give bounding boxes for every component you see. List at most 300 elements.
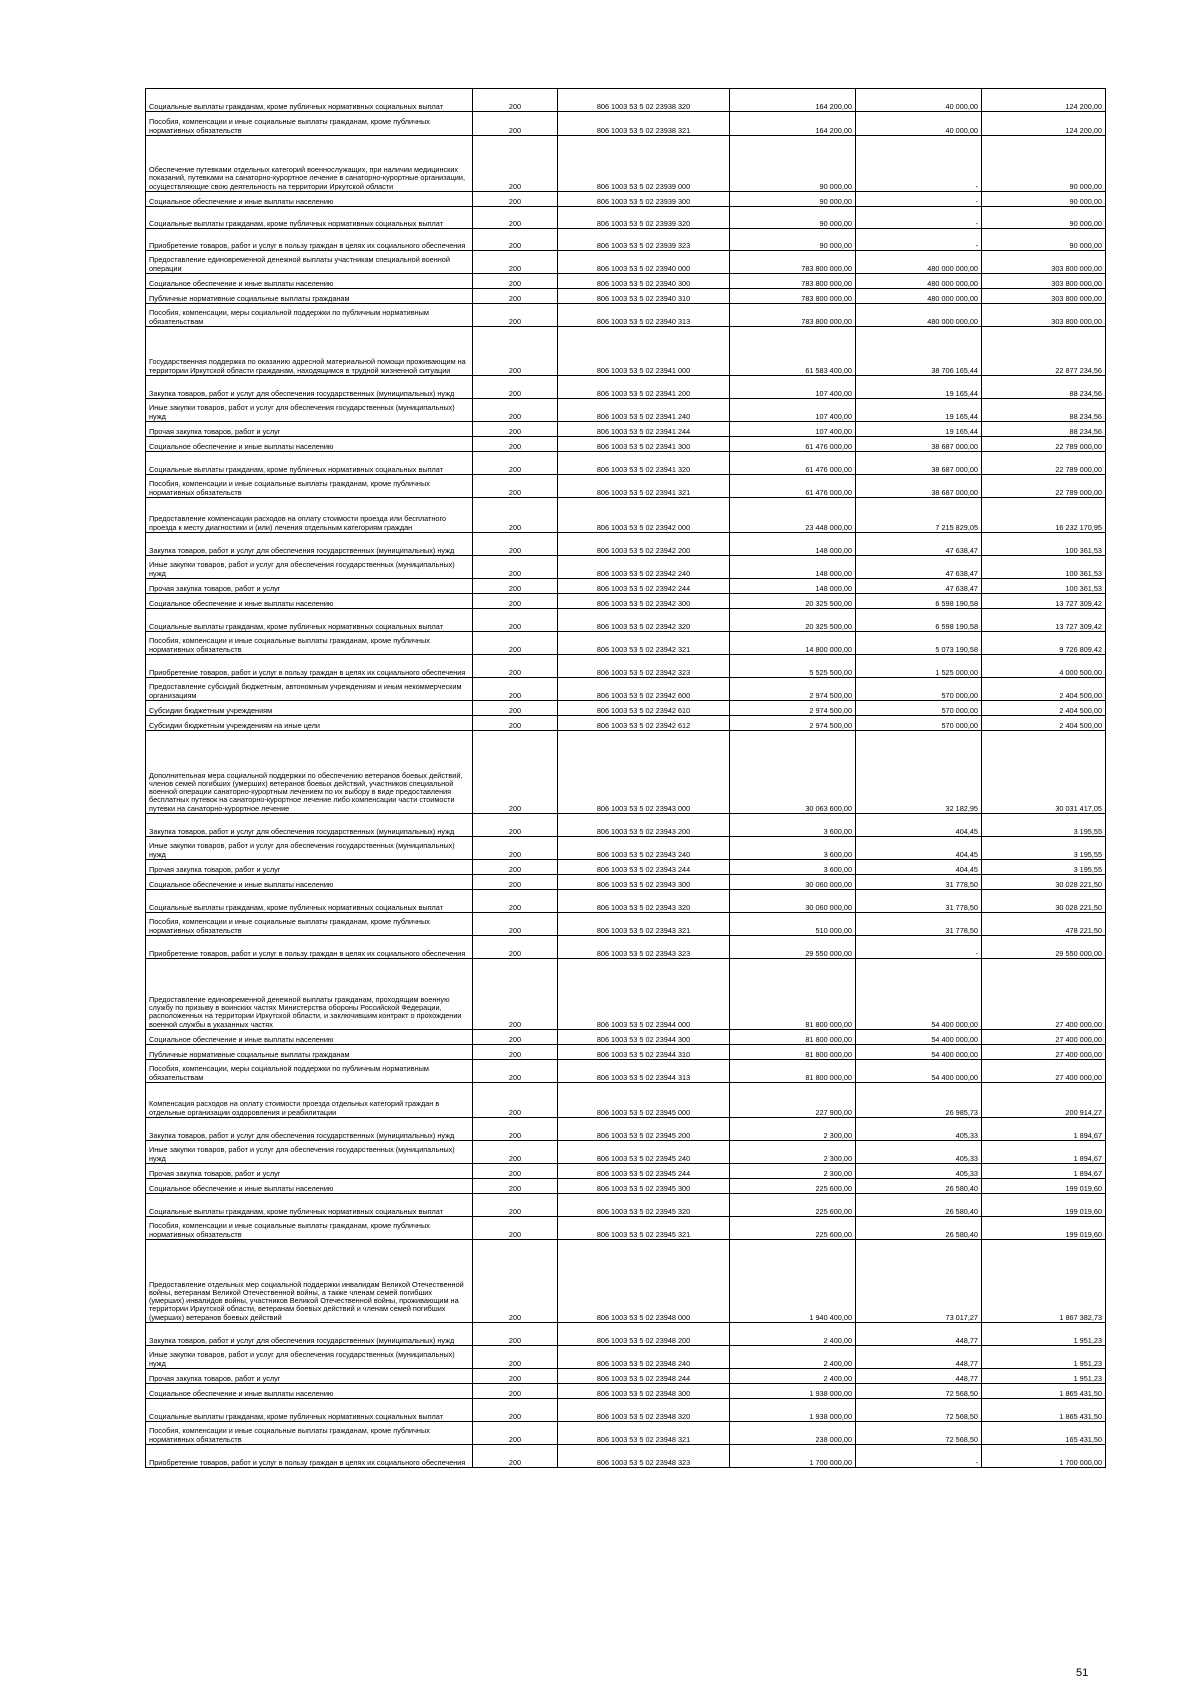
row-kbk: 806 1003 53 5 02 23948 300 — [558, 1384, 730, 1399]
row-kbk: 806 1003 53 5 02 23940 313 — [558, 304, 730, 327]
row-executed: 1 525 000,00 — [856, 655, 982, 678]
row-name: Приобретение товаров, работ и услуг в пользу граждан в целях их социального обеспечения — [146, 936, 473, 959]
row-kbk: 806 1003 53 5 02 23939 320 — [558, 207, 730, 229]
row-executed: 26 580,40 — [856, 1179, 982, 1194]
row-kbk: 806 1003 53 5 02 23948 000 — [558, 1240, 730, 1323]
table-row — [146, 1422, 1106, 1445]
row-code: 200 — [473, 632, 558, 655]
row-approved: 90 000,00 — [730, 136, 856, 192]
row-kbk: 806 1003 53 5 02 23948 320 — [558, 1399, 730, 1422]
table-row — [146, 1060, 1106, 1083]
row-remaining: 22 789 000,00 — [982, 452, 1106, 475]
table-row — [146, 1240, 1106, 1323]
row-kbk: 806 1003 53 5 02 23943 244 — [558, 860, 730, 875]
table-row — [146, 289, 1106, 304]
row-approved: 81 800 000,00 — [730, 959, 856, 1030]
row-name: Социальное обеспечение и иные выплаты населению — [146, 594, 473, 609]
row-kbk: 806 1003 53 5 02 23943 200 — [558, 814, 730, 837]
row-remaining: 27 400 000,00 — [982, 1045, 1106, 1060]
table-row — [146, 1217, 1106, 1240]
row-executed: 31 778,50 — [856, 875, 982, 890]
row-code: 200 — [473, 1323, 558, 1346]
table-row — [146, 1384, 1106, 1399]
row-approved: 81 800 000,00 — [730, 1030, 856, 1045]
row-code: 200 — [473, 860, 558, 875]
row-executed: 31 778,50 — [856, 890, 982, 913]
row-kbk: 806 1003 53 5 02 23942 200 — [558, 533, 730, 556]
row-approved: 81 800 000,00 — [730, 1060, 856, 1083]
row-approved: 2 400,00 — [730, 1346, 856, 1369]
table-row — [146, 860, 1106, 875]
row-remaining: 27 400 000,00 — [982, 1060, 1106, 1083]
table-row — [146, 1030, 1106, 1045]
row-remaining: 1 865 431,50 — [982, 1384, 1106, 1399]
table-row — [146, 1141, 1106, 1164]
row-kbk: 806 1003 53 5 02 23942 610 — [558, 701, 730, 716]
table-row — [146, 1445, 1106, 1468]
row-kbk: 806 1003 53 5 02 23942 300 — [558, 594, 730, 609]
row-code: 200 — [473, 837, 558, 860]
row-executed: 480 000 000,00 — [856, 251, 982, 274]
row-executed: 38 687 000,00 — [856, 475, 982, 498]
row-approved: 61 583 400,00 — [730, 327, 856, 376]
row-approved: 107 400,00 — [730, 399, 856, 422]
row-code: 200 — [473, 1422, 558, 1445]
table-row — [146, 452, 1106, 475]
row-kbk: 806 1003 53 5 02 23942 320 — [558, 609, 730, 632]
table-row — [146, 556, 1106, 579]
table-row — [146, 716, 1106, 731]
row-kbk: 806 1003 53 5 02 23941 244 — [558, 422, 730, 437]
row-remaining: 22 789 000,00 — [982, 475, 1106, 498]
row-name: Пособия, компенсации и иные социальные выплаты гражданам, кроме публичных нормативных обязательств — [146, 475, 473, 498]
table-row — [146, 376, 1106, 399]
row-code: 200 — [473, 701, 558, 716]
row-remaining: 1 951,23 — [982, 1323, 1106, 1346]
row-executed: 26 985,73 — [856, 1083, 982, 1118]
page-number: 51 — [1076, 1667, 1089, 1679]
row-executed: 404,45 — [856, 837, 982, 860]
row-name: Прочая закупка товаров, работ и услуг — [146, 1369, 473, 1384]
row-remaining: 303 800 000,00 — [982, 304, 1106, 327]
row-kbk: 806 1003 53 5 02 23948 323 — [558, 1445, 730, 1468]
row-approved: 90 000,00 — [730, 192, 856, 207]
table-row — [146, 913, 1106, 936]
row-approved: 164 200,00 — [730, 89, 856, 112]
row-remaining: 1 951,23 — [982, 1369, 1106, 1384]
row-remaining: 303 800 000,00 — [982, 289, 1106, 304]
row-approved: 783 800 000,00 — [730, 304, 856, 327]
row-remaining: 9 726 809,42 — [982, 632, 1106, 655]
row-remaining: 88 234,56 — [982, 422, 1106, 437]
row-executed: 405,33 — [856, 1141, 982, 1164]
row-approved: 2 974 500,00 — [730, 678, 856, 701]
row-name: Закупка товаров, работ и услуг для обеспечения государственных (муниципальных) нужд — [146, 376, 473, 399]
row-code: 200 — [473, 1141, 558, 1164]
row-name: Приобретение товаров, работ и услуг в пользу граждан в целях их социального обеспечения — [146, 655, 473, 678]
row-name: Социальные выплаты гражданам, кроме публичных нормативных социальных выплат — [146, 890, 473, 913]
table-row — [146, 327, 1106, 376]
row-executed: - — [856, 136, 982, 192]
row-approved: 61 476 000,00 — [730, 452, 856, 475]
row-name: Пособия, компенсации, меры социальной поддержки по публичным нормативным обязательствам — [146, 304, 473, 327]
row-code: 200 — [473, 304, 558, 327]
table-row — [146, 594, 1106, 609]
row-approved: 3 600,00 — [730, 814, 856, 837]
row-approved: 14 800 000,00 — [730, 632, 856, 655]
row-executed: 38 706 165,44 — [856, 327, 982, 376]
row-name: Публичные нормативные социальные выплаты гражданам — [146, 1045, 473, 1060]
row-kbk: 806 1003 53 5 02 23939 323 — [558, 229, 730, 251]
row-remaining: 1 951,23 — [982, 1346, 1106, 1369]
row-approved: 3 600,00 — [730, 860, 856, 875]
row-executed: - — [856, 1445, 982, 1468]
row-approved: 23 448 000,00 — [730, 498, 856, 533]
table-row — [146, 229, 1106, 251]
row-code: 200 — [473, 1240, 558, 1323]
row-executed: 5 073 190,58 — [856, 632, 982, 655]
row-code: 200 — [473, 1045, 558, 1060]
row-kbk: 806 1003 53 5 02 23942 321 — [558, 632, 730, 655]
row-kbk: 806 1003 53 5 02 23940 310 — [558, 289, 730, 304]
row-approved: 783 800 000,00 — [730, 274, 856, 289]
row-remaining: 2 404 500,00 — [982, 701, 1106, 716]
row-executed: 405,33 — [856, 1118, 982, 1141]
row-approved: 2 300,00 — [730, 1141, 856, 1164]
row-code: 200 — [473, 1217, 558, 1240]
row-executed: 404,45 — [856, 814, 982, 837]
row-name: Социальное обеспечение и иные выплаты населению — [146, 875, 473, 890]
row-kbk: 806 1003 53 5 02 23944 000 — [558, 959, 730, 1030]
row-code: 200 — [473, 229, 558, 251]
row-executed: 31 778,50 — [856, 913, 982, 936]
row-remaining: 16 232 170,95 — [982, 498, 1106, 533]
row-approved: 2 974 500,00 — [730, 716, 856, 731]
row-remaining: 22 789 000,00 — [982, 437, 1106, 452]
row-approved: 20 325 500,00 — [730, 609, 856, 632]
row-code: 200 — [473, 1179, 558, 1194]
row-remaining: 1 894,67 — [982, 1118, 1106, 1141]
row-executed: 404,45 — [856, 860, 982, 875]
row-approved: 2 300,00 — [730, 1118, 856, 1141]
row-kbk: 806 1003 53 5 02 23940 000 — [558, 251, 730, 274]
row-executed: 47 638,47 — [856, 579, 982, 594]
row-code: 200 — [473, 89, 558, 112]
row-code: 200 — [473, 1399, 558, 1422]
row-executed: - — [856, 192, 982, 207]
row-name: Субсидии бюджетным учреждениям — [146, 701, 473, 716]
row-executed: 54 400 000,00 — [856, 959, 982, 1030]
table-row — [146, 609, 1106, 632]
row-approved: 2 400,00 — [730, 1369, 856, 1384]
row-approved: 90 000,00 — [730, 229, 856, 251]
row-approved: 225 600,00 — [730, 1179, 856, 1194]
row-approved: 2 974 500,00 — [730, 701, 856, 716]
row-code: 200 — [473, 327, 558, 376]
row-kbk: 806 1003 53 5 02 23944 300 — [558, 1030, 730, 1045]
row-approved: 1 700 000,00 — [730, 1445, 856, 1468]
row-executed: 72 568,50 — [856, 1384, 982, 1399]
table-row — [146, 678, 1106, 701]
table-row — [146, 936, 1106, 959]
row-name: Закупка товаров, работ и услуг для обеспечения государственных (муниципальных) нужд — [146, 533, 473, 556]
table-row — [146, 890, 1106, 913]
row-executed: 40 000,00 — [856, 89, 982, 112]
row-code: 200 — [473, 716, 558, 731]
row-remaining: 100 361,53 — [982, 579, 1106, 594]
row-name: Компенсация расходов на оплату стоимости проезда отдельных категорий граждан в отдельные организации оздоровления и реабилитации — [146, 1083, 473, 1118]
row-executed: 40 000,00 — [856, 112, 982, 136]
row-name: Предоставление компенсации расходов на оплату стоимости проезда или бесплатного проезда к месту диагностики и (или) лечения отдельным категориям граждан — [146, 498, 473, 533]
row-executed: 72 568,50 — [856, 1422, 982, 1445]
row-remaining: 199 019,60 — [982, 1217, 1106, 1240]
row-code: 200 — [473, 1445, 558, 1468]
row-executed: 6 598 190,58 — [856, 594, 982, 609]
row-remaining: 199 019,60 — [982, 1179, 1106, 1194]
row-remaining: 30 028 221,50 — [982, 890, 1106, 913]
table-row — [146, 1179, 1106, 1194]
table-row — [146, 1346, 1106, 1369]
row-approved: 225 600,00 — [730, 1194, 856, 1217]
row-remaining: 3 195,55 — [982, 837, 1106, 860]
table-row — [146, 837, 1106, 860]
row-name: Закупка товаров, работ и услуг для обеспечения государственных (муниципальных) нужд — [146, 1323, 473, 1346]
row-executed: - — [856, 936, 982, 959]
row-code: 200 — [473, 875, 558, 890]
row-code: 200 — [473, 452, 558, 475]
row-code: 200 — [473, 959, 558, 1030]
row-kbk: 806 1003 53 5 02 23939 000 — [558, 136, 730, 192]
row-code: 200 — [473, 1164, 558, 1179]
row-remaining: 4 000 500,00 — [982, 655, 1106, 678]
table-row — [146, 89, 1106, 112]
row-approved: 30 060 000,00 — [730, 890, 856, 913]
row-remaining: 2 404 500,00 — [982, 716, 1106, 731]
row-kbk: 806 1003 53 5 02 23945 320 — [558, 1194, 730, 1217]
row-approved: 90 000,00 — [730, 207, 856, 229]
row-code: 200 — [473, 814, 558, 837]
row-remaining: 100 361,53 — [982, 556, 1106, 579]
table-row — [146, 814, 1106, 837]
row-code: 200 — [473, 1369, 558, 1384]
row-code: 200 — [473, 1030, 558, 1045]
row-remaining: 124 200,00 — [982, 89, 1106, 112]
table-row — [146, 1399, 1106, 1422]
row-kbk: 806 1003 53 5 02 23948 321 — [558, 1422, 730, 1445]
row-name: Пособия, компенсации и иные социальные выплаты гражданам, кроме публичных нормативных обязательств — [146, 1422, 473, 1445]
row-code: 200 — [473, 1346, 558, 1369]
row-kbk: 806 1003 53 5 02 23941 200 — [558, 376, 730, 399]
row-approved: 148 000,00 — [730, 579, 856, 594]
row-kbk: 806 1003 53 5 02 23945 000 — [558, 1083, 730, 1118]
table-row — [146, 579, 1106, 594]
row-kbk: 806 1003 53 5 02 23945 321 — [558, 1217, 730, 1240]
row-approved: 225 600,00 — [730, 1217, 856, 1240]
table-row — [146, 1083, 1106, 1118]
row-kbk: 806 1003 53 5 02 23942 000 — [558, 498, 730, 533]
row-remaining: 27 400 000,00 — [982, 959, 1106, 1030]
row-remaining: 165 431,50 — [982, 1422, 1106, 1445]
row-executed: 6 598 190,58 — [856, 609, 982, 632]
row-executed: 570 000,00 — [856, 678, 982, 701]
row-executed: 73 017,27 — [856, 1240, 982, 1323]
row-code: 200 — [473, 136, 558, 192]
row-code: 200 — [473, 1118, 558, 1141]
row-remaining: 13 727 309,42 — [982, 609, 1106, 632]
row-code: 200 — [473, 890, 558, 913]
row-remaining: 200 914,27 — [982, 1083, 1106, 1118]
row-name: Государственная поддержка по оказанию адресной материальной помощи проживающим на территории Иркутской области гражданам, находящимся в трудной жизненной ситуации — [146, 327, 473, 376]
row-remaining: 1 865 431,50 — [982, 1399, 1106, 1422]
table-row — [146, 399, 1106, 422]
table-row — [146, 1164, 1106, 1179]
row-code: 200 — [473, 533, 558, 556]
row-remaining: 90 000,00 — [982, 136, 1106, 192]
row-name: Иные закупки товаров, работ и услуг для обеспечения государственных (муниципальных) нужд — [146, 399, 473, 422]
row-name: Обеспечение путевками отдельных категорий военнослужащих, при наличии медицинских показаний, путевками на санаторно-курортное лечение в санаторно-курортные организации, осуществляющие свою деятельность на территории Иркутской области — [146, 136, 473, 192]
row-name: Закупка товаров, работ и услуг для обеспечения государственных (муниципальных) нужд — [146, 1118, 473, 1141]
row-remaining: 13 727 309,42 — [982, 594, 1106, 609]
row-executed: 480 000 000,00 — [856, 304, 982, 327]
row-name: Иные закупки товаров, работ и услуг для обеспечения государственных (муниципальных) нужд — [146, 837, 473, 860]
table-row — [146, 875, 1106, 890]
row-name: Социальные выплаты гражданам, кроме публичных нормативных социальных выплат — [146, 452, 473, 475]
row-approved: 5 525 500,00 — [730, 655, 856, 678]
row-remaining: 478 221,50 — [982, 913, 1106, 936]
row-executed: 19 165,44 — [856, 422, 982, 437]
row-executed: 47 638,47 — [856, 556, 982, 579]
row-remaining: 90 000,00 — [982, 229, 1106, 251]
row-code: 200 — [473, 913, 558, 936]
row-code: 200 — [473, 498, 558, 533]
row-executed: 32 182,95 — [856, 731, 982, 814]
row-executed: 19 165,44 — [856, 399, 982, 422]
row-remaining: 27 400 000,00 — [982, 1030, 1106, 1045]
row-approved: 148 000,00 — [730, 556, 856, 579]
row-approved: 3 600,00 — [730, 837, 856, 860]
row-executed: - — [856, 207, 982, 229]
row-approved: 783 800 000,00 — [730, 251, 856, 274]
row-approved: 30 060 000,00 — [730, 875, 856, 890]
row-executed: 405,33 — [856, 1164, 982, 1179]
row-name: Социальное обеспечение и иные выплаты населению — [146, 192, 473, 207]
row-remaining: 2 404 500,00 — [982, 678, 1106, 701]
row-executed: 54 400 000,00 — [856, 1030, 982, 1045]
row-kbk: 806 1003 53 5 02 23944 313 — [558, 1060, 730, 1083]
row-remaining: 29 550 000,00 — [982, 936, 1106, 959]
row-executed: 570 000,00 — [856, 716, 982, 731]
table-row — [146, 533, 1106, 556]
row-executed: 26 580,40 — [856, 1194, 982, 1217]
row-kbk: 806 1003 53 5 02 23943 300 — [558, 875, 730, 890]
row-code: 200 — [473, 1194, 558, 1217]
row-name: Приобретение товаров, работ и услуг в пользу граждан в целях их социального обеспечения — [146, 229, 473, 251]
row-kbk: 806 1003 53 5 02 23942 600 — [558, 678, 730, 701]
row-kbk: 806 1003 53 5 02 23945 200 — [558, 1118, 730, 1141]
row-remaining: 3 195,55 — [982, 860, 1106, 875]
row-remaining: 1 700 000,00 — [982, 1445, 1106, 1468]
row-name: Социальные выплаты гражданам, кроме публичных нормативных социальных выплат — [146, 89, 473, 112]
row-remaining: 1 894,67 — [982, 1141, 1106, 1164]
row-kbk: 806 1003 53 5 02 23943 240 — [558, 837, 730, 860]
row-executed: 54 400 000,00 — [856, 1060, 982, 1083]
table-row — [146, 655, 1106, 678]
row-kbk: 806 1003 53 5 02 23938 321 — [558, 112, 730, 136]
row-remaining: 22 877 234,56 — [982, 327, 1106, 376]
row-code: 200 — [473, 475, 558, 498]
row-approved: 1 938 000,00 — [730, 1384, 856, 1399]
row-remaining: 1 867 382,73 — [982, 1240, 1106, 1323]
row-executed: 480 000 000,00 — [856, 289, 982, 304]
row-name: Социальные выплаты гражданам, кроме публичных нормативных социальных выплат — [146, 207, 473, 229]
row-kbk: 806 1003 53 5 02 23943 321 — [558, 913, 730, 936]
table-row — [146, 1045, 1106, 1060]
row-remaining: 100 361,53 — [982, 533, 1106, 556]
table-row — [146, 632, 1106, 655]
row-name: Социальное обеспечение и иные выплаты населению — [146, 1384, 473, 1399]
row-approved: 107 400,00 — [730, 376, 856, 399]
row-name: Приобретение товаров, работ и услуг в пользу граждан в целях их социального обеспечения — [146, 1445, 473, 1468]
row-name: Пособия, компенсации и иные социальные выплаты гражданам, кроме публичных нормативных обязательств — [146, 1217, 473, 1240]
row-kbk: 806 1003 53 5 02 23940 300 — [558, 274, 730, 289]
row-kbk: 806 1003 53 5 02 23942 240 — [558, 556, 730, 579]
row-approved: 81 800 000,00 — [730, 1045, 856, 1060]
row-kbk: 806 1003 53 5 02 23941 300 — [558, 437, 730, 452]
row-executed: 38 687 000,00 — [856, 437, 982, 452]
row-code: 200 — [473, 207, 558, 229]
row-code: 200 — [473, 274, 558, 289]
row-kbk: 806 1003 53 5 02 23941 321 — [558, 475, 730, 498]
row-kbk: 806 1003 53 5 02 23942 612 — [558, 716, 730, 731]
row-executed: 448,77 — [856, 1369, 982, 1384]
row-code: 200 — [473, 376, 558, 399]
row-code: 200 — [473, 1060, 558, 1083]
row-name: Предоставление единовременной денежной выплаты участникам специальной военной операции — [146, 251, 473, 274]
row-kbk: 806 1003 53 5 02 23942 323 — [558, 655, 730, 678]
row-name: Пособия, компенсации и иные социальные выплаты гражданам, кроме публичных нормативных обязательств — [146, 632, 473, 655]
row-remaining: 30 028 221,50 — [982, 875, 1106, 890]
row-name: Пособия, компенсации, меры социальной поддержки по публичным нормативным обязательствам — [146, 1060, 473, 1083]
row-name: Прочая закупка товаров, работ и услуг — [146, 422, 473, 437]
row-executed: 26 580,40 — [856, 1217, 982, 1240]
row-approved: 29 550 000,00 — [730, 936, 856, 959]
row-code: 200 — [473, 289, 558, 304]
table-row — [146, 1369, 1106, 1384]
row-kbk: 806 1003 53 5 02 23948 200 — [558, 1323, 730, 1346]
row-kbk: 806 1003 53 5 02 23941 240 — [558, 399, 730, 422]
row-approved: 30 063 600,00 — [730, 731, 856, 814]
table-row — [146, 1194, 1106, 1217]
row-code: 200 — [473, 399, 558, 422]
table-row — [146, 136, 1106, 192]
row-code: 200 — [473, 192, 558, 207]
row-executed: 480 000 000,00 — [856, 274, 982, 289]
row-approved: 164 200,00 — [730, 112, 856, 136]
row-remaining: 90 000,00 — [982, 207, 1106, 229]
row-executed: 448,77 — [856, 1323, 982, 1346]
row-code: 200 — [473, 437, 558, 452]
row-remaining: 88 234,56 — [982, 376, 1106, 399]
row-kbk: 806 1003 53 5 02 23945 244 — [558, 1164, 730, 1179]
row-code: 200 — [473, 678, 558, 701]
row-executed: 570 000,00 — [856, 701, 982, 716]
row-name: Прочая закупка товаров, работ и услуг — [146, 860, 473, 875]
table-row — [146, 731, 1106, 814]
table-row — [146, 701, 1106, 716]
row-remaining: 90 000,00 — [982, 192, 1106, 207]
row-name: Социальные выплаты гражданам, кроме публичных нормативных социальных выплат — [146, 609, 473, 632]
row-kbk: 806 1003 53 5 02 23948 240 — [558, 1346, 730, 1369]
